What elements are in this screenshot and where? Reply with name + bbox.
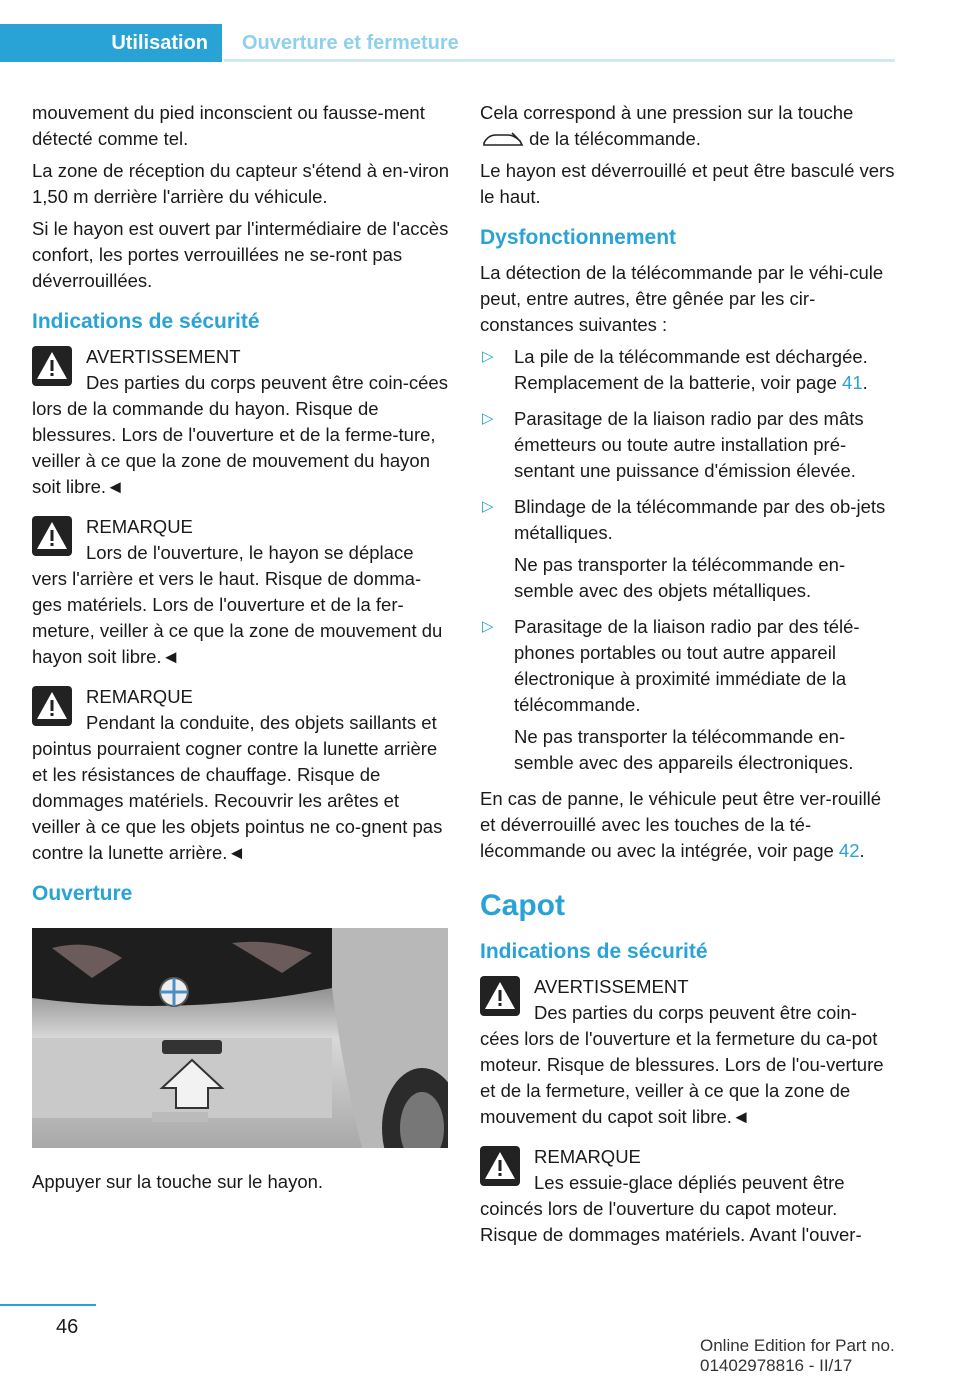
warning-block	[32, 344, 450, 500]
chapter-heading: Capot	[480, 889, 565, 922]
triangle-bullet-icon: ▷	[482, 410, 494, 427]
list-item-note: Ne pas transporter la télécommande en-semble avec des appareils électroniques.	[514, 726, 854, 773]
notice-text: Les essuie-glace dépliés peuvent être coincés lors de l'ouverture du capot moteur. Risque de dommages matériels. Avant l'ouver-	[480, 1172, 862, 1245]
section-heading: Indications de sécurité	[480, 940, 708, 963]
footer-rule	[0, 1304, 96, 1306]
right-column	[480, 100, 895, 1262]
list-item: ▷ Parasitage de la liaison radio par des télé-phones portables ou tout autre appareil électronique à proximité immédiate de la télécommande. Ne pas transporter la télécommande en-semble avec des appareils électroniques.	[480, 614, 895, 776]
notice-block	[32, 514, 450, 670]
warning-triangle-icon	[32, 686, 72, 726]
section-heading: Dysfonctionnement	[480, 226, 677, 249]
list-item: ▷ La pile de la télécommande est déchargée. Remplacement de la batterie, voir page 41.	[482, 346, 868, 393]
warning-title: AVERTISSEMENT	[534, 976, 689, 997]
bullet-list	[480, 344, 895, 776]
page-header	[0, 24, 895, 62]
warning-title: AVERTISSEMENT	[86, 346, 241, 367]
notice-title: REMARQUE	[86, 686, 193, 707]
paragraph	[480, 100, 895, 152]
notice-title: REMARQUE	[534, 1146, 641, 1167]
notice-block	[480, 1144, 895, 1248]
header-section: Utilisation	[0, 24, 222, 62]
section-heading: Ouverture	[32, 882, 133, 905]
warning-triangle-icon	[32, 346, 72, 386]
paragraph: En cas de panne, le véhicule peut être ver-rouillé et déverrouillé avec les touches de la té-lécommande ou avec la intégrée, voir page 42.	[480, 788, 882, 861]
warning-text: Des parties du corps peuvent être coin-cées lors de l'ouverture et la fermeture du ca-pot moteur. Risque de blessures. Lors de l'ou-verture et de la fermeture, veiller à ce que la zone de mouvement du capot soit libre.◄	[480, 1002, 884, 1127]
paragraph-text: de la télécommande.	[529, 128, 701, 149]
page-link[interactable]: 41	[842, 372, 863, 393]
paragraph: Si le hayon est ouvert par l'intermédiaire de l'accès confort, les portes verrouillées ne se-ront pas déverrouillées.	[32, 218, 449, 291]
notice-text: Pendant la conduite, des objets saillants et pointus pourraient cogner contre la lunette arrière et les résistances de chauffage. Risque de dommages matériels. Recouvrir les arêtes et veiller à ce que les objets pointus ne co-gnent pas contre la lunette arrière.◄	[32, 712, 443, 863]
footer-edition: Online Edition for Part no. 01402978816 - II/17	[700, 1336, 895, 1375]
tailgate-photo	[32, 928, 448, 1148]
header-subsection: Ouverture et fermeture	[224, 24, 895, 62]
warning-triangle-icon	[32, 516, 72, 556]
warning-triangle-icon	[480, 976, 520, 1016]
page-number: 46	[56, 1316, 79, 1338]
figure-caption: Appuyer sur la touche sur le hayon.	[32, 1171, 324, 1192]
warning-triangle-icon	[480, 1146, 520, 1186]
left-column	[32, 100, 450, 1201]
paragraph: La détection de la télécommande par le véhi-cule peut, entre autres, être gênée par les cir-constances suivantes :	[480, 262, 884, 335]
list-item: ▷ Parasitage de la liaison radio par des mâts émetteurs ou toute autre installation pré-sentant une puissance d'émission élevée.	[482, 408, 864, 481]
triangle-bullet-icon: ▷	[482, 498, 494, 515]
car-key-icon	[482, 131, 524, 149]
triangle-bullet-icon: ▷	[482, 348, 494, 365]
paragraph: La zone de réception du capteur s'étend à en-viron 1,50 m derrière l'arrière du véhicule.	[32, 160, 449, 207]
notice-text: Lors de l'ouverture, le hayon se déplace vers l'arrière et vers le haut. Risque de domma-ges matériels. Lors de l'ouverture et de la fer-meture, veiller à ce que la zone de mouvement du hayon soit libre.◄	[32, 542, 443, 667]
notice-title: REMARQUE	[86, 516, 193, 537]
page-link[interactable]: 42	[838, 840, 860, 861]
warning-text: Des parties du corps peuvent être coin-cées lors de la commande du hayon. Risque de blessures. Lors de l'ouverture et de la ferme-ture, veiller à ce que la zone de mouvement du hayon soit libre.◄	[32, 372, 448, 497]
warning-block	[480, 974, 895, 1130]
paragraph-text: Cela correspond à une pression sur la touche	[480, 102, 854, 123]
triangle-bullet-icon: ▷	[482, 618, 494, 635]
paragraph: mouvement du pied inconscient ou fausse-ment détecté comme tel.	[32, 102, 425, 149]
notice-block	[32, 684, 450, 866]
paragraph: Le hayon est déverrouillé et peut être basculé vers le haut.	[480, 160, 895, 207]
section-heading: Indications de sécurité	[32, 310, 260, 333]
list-item: ▷ Blindage de la télécommande par des ob-jets métalliques. Ne pas transporter la télécommande en-semble avec des objets métalliques.	[480, 494, 895, 604]
list-item-note: Ne pas transporter la télécommande en-semble avec des objets métalliques.	[514, 554, 846, 601]
